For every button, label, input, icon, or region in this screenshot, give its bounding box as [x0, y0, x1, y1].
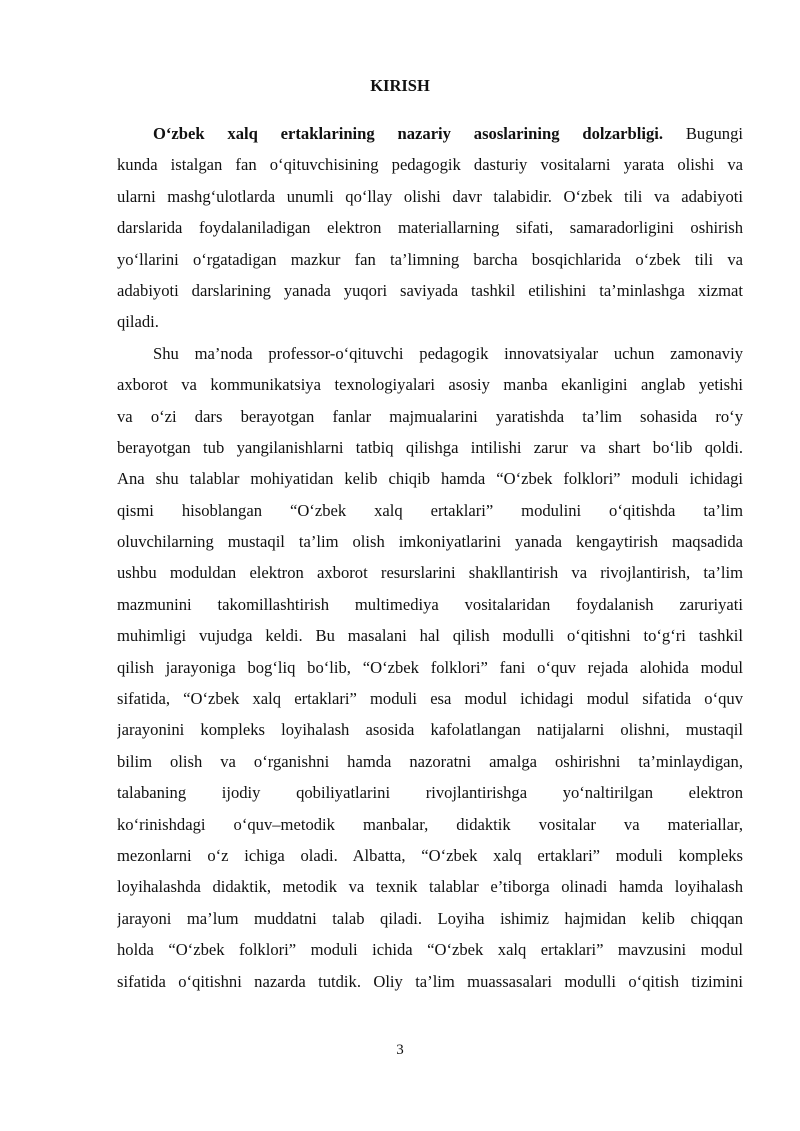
- text-line: qilish jarayoniga bog‘liq bo‘lib, “O‘zbek folklori” fani o‘quv rejada alohida modul: [117, 657, 743, 677]
- text-line: Ana shu talablar mohiyatidan kelib chiqib hamda “O‘zbek folklori” moduli ichidagi: [117, 469, 743, 489]
- page-heading: KIRISH: [370, 76, 430, 95]
- text-line: jarayoni ma’lum muddatni talab qiladi. Loyiha ishimiz hajmidan kelib chiqqan: [117, 908, 743, 928]
- text-line: ushbu moduldan elektron axborot resurslarini shakllantirish va rivojlantirish, ta’lim: [117, 563, 743, 583]
- text-line: qiladi.: [117, 312, 159, 332]
- text-line: Shu ma’noda professor-o‘qituvchi pedagogik innovatsiyalar uchun zamonaviy: [153, 343, 743, 363]
- text-line: kunda istalgan fan o‘qituvchisining pedagogik dasturiy vositalarni yarata olishi va: [117, 155, 743, 175]
- paragraph-lead-bold: O‘zbek xalq ertaklarining nazariy asoslarining dolzarbligi.: [153, 124, 664, 143]
- paragraph-lead-line: [117, 118, 743, 149]
- text-line: mazmunini takomillashtirish multimediya vositalaridan foydalanish zaruriyati: [117, 594, 743, 614]
- text-lines: [117, 149, 743, 997]
- text-line: loyihalashda didaktik, metodik va texnik talablar e’tiborga olinadi hamda loyihalash: [117, 877, 743, 897]
- text-line: ko‘rinishdagi o‘quv–metodik manbalar, didaktik vositalar va materiallar,: [117, 814, 743, 834]
- text-line: holda “O‘zbek folklori” moduli ichida “O‘zbek xalq ertaklari” mavzusini modul: [117, 940, 743, 960]
- text-line: berayotgan tub yangilanishlarni tatbiq qilishga intilishi zarur va shart bo‘lib qoldi.: [117, 437, 743, 457]
- text-line: yo‘llarini o‘rgatadigan mazkur fan ta’limning barcha bosqichlarida o‘zbek tili va: [117, 249, 743, 269]
- text-line: axborot va kommunikatsiya texnologiyalari asosiy manba ekanligini anglab yetishi: [117, 375, 743, 395]
- text-line: mezonlarni o‘z ichiga oladi. Albatta, “O‘zbek xalq ertaklari” moduli kompleks: [117, 845, 743, 865]
- text-line: qismi hisoblangan “O‘zbek xalq ertaklari” modulini o‘qitishda ta’lim: [117, 500, 743, 520]
- text-line: bilim olish va o‘rganishni hamda nazoratni amalga oshirishni ta’minlaydigan,: [117, 751, 743, 771]
- text-line: va o‘zi dars berayotgan fanlar majmualarini yaratishda ta’lim sohasida ro‘y: [117, 406, 743, 426]
- body-text: [117, 118, 743, 997]
- text-line: muhimligi vujudga keldi. Bu masalani hal qilish modulli o‘qitishni to‘g‘ri tashkil: [117, 626, 743, 646]
- text-line: oluvchilarning mustaqil ta’lim olish imkoniyatlarini yanada kengaytirish maqsadida: [117, 532, 743, 552]
- paragraph-lead-tail: Bugungi: [685, 124, 743, 143]
- text-line: adabiyoti darslarining yanada yuqori saviyada tashkil etilishini ta’minlashga xizmat: [117, 280, 743, 300]
- text-line: jarayonini kompleks loyihalash asosida kafolatlangan natijalarni olishni, mustaqil: [117, 720, 743, 740]
- text-line: sifatida o‘qitishni nazarda tutdik. Oliy ta’lim muassasalari modulli o‘qitish tizimini: [117, 971, 743, 991]
- text-line: ularni mashg‘ulotlarda unumli qo‘llay olishi davr talabidir. O‘zbek tili va adabiyoti: [117, 186, 743, 206]
- text-line: darslarida foydalaniladigan elektron materiallarning sifati, samaradorligini oshirish: [117, 218, 743, 238]
- text-line: talabaning ijodiy qobiliyatlarini rivojlantirishga yo‘naltirilgan elektron: [117, 783, 743, 803]
- text-line: sifatida, “O‘zbek xalq ertaklari” moduli esa modul ichidagi modul sifatida o‘quv: [117, 689, 743, 709]
- page-number: 3: [396, 1042, 404, 1058]
